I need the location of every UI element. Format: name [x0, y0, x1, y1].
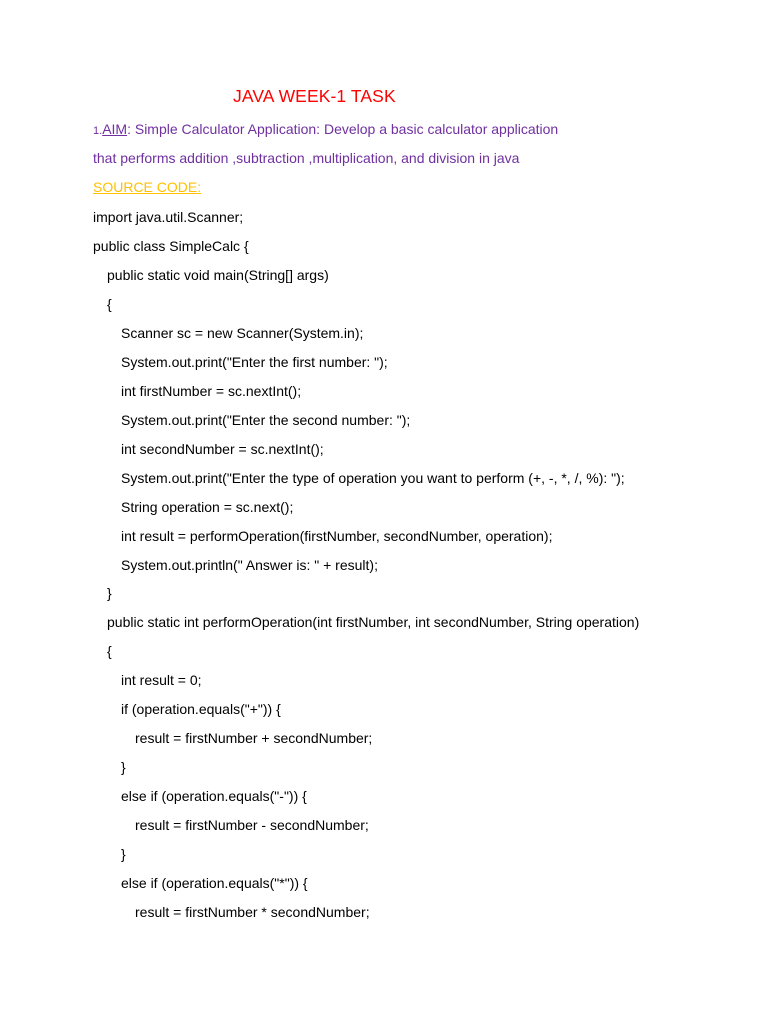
code-line: Scanner sc = new Scanner(System.in); — [121, 325, 364, 341]
aim-number: 1. — [93, 125, 103, 137]
code-line: } — [121, 759, 126, 775]
code-line: public class SimpleCalc { — [93, 238, 249, 254]
code-line: result = firstNumber * secondNumber; — [135, 904, 370, 920]
code-line: int secondNumber = sc.nextInt(); — [121, 441, 324, 457]
aim-text-line1: : Simple Calculator Application: Develop a basic calculator application — [127, 121, 559, 137]
code-line: { — [107, 296, 112, 312]
code-line: result = firstNumber + secondNumber; — [135, 730, 373, 746]
code-line: import java.util.Scanner; — [93, 209, 244, 225]
source-code-heading: SOURCE CODE: — [93, 179, 202, 195]
aim-text-line2: that performs addition ,subtraction ,multiplication, and division in java — [93, 150, 520, 166]
code-line: System.out.println(" Answer is: " + result); — [121, 557, 378, 573]
aim-label: AIM — [102, 121, 128, 137]
code-line: if (operation.equals("+")) { — [121, 701, 281, 717]
code-line: System.out.print("Enter the type of operation you want to perform (+, -, *, /, %): "); — [121, 470, 625, 486]
aim-line — [93, 121, 558, 137]
code-line: int result = performOperation(firstNumber, secondNumber, operation); — [121, 528, 553, 544]
code-line: System.out.print("Enter the first number: "); — [121, 354, 388, 370]
code-line: else if (operation.equals("-")) { — [121, 788, 307, 804]
code-line: } — [121, 846, 126, 862]
code-line: System.out.print("Enter the second number: "); — [121, 412, 411, 428]
code-line: { — [107, 643, 112, 659]
code-line: } — [107, 585, 112, 601]
code-line: public static void main(String[] args) — [107, 267, 329, 283]
code-line: int firstNumber = sc.nextInt(); — [121, 383, 302, 399]
code-line: String operation = sc.next(); — [121, 499, 294, 515]
code-line: result = firstNumber - secondNumber; — [135, 817, 369, 833]
code-line: int result = 0; — [121, 672, 202, 688]
document-title: JAVA WEEK-1 TASK — [233, 86, 396, 106]
code-line: public static int performOperation(int firstNumber, int secondNumber, String operation) — [107, 614, 640, 630]
code-line: else if (operation.equals("*")) { — [121, 875, 308, 891]
